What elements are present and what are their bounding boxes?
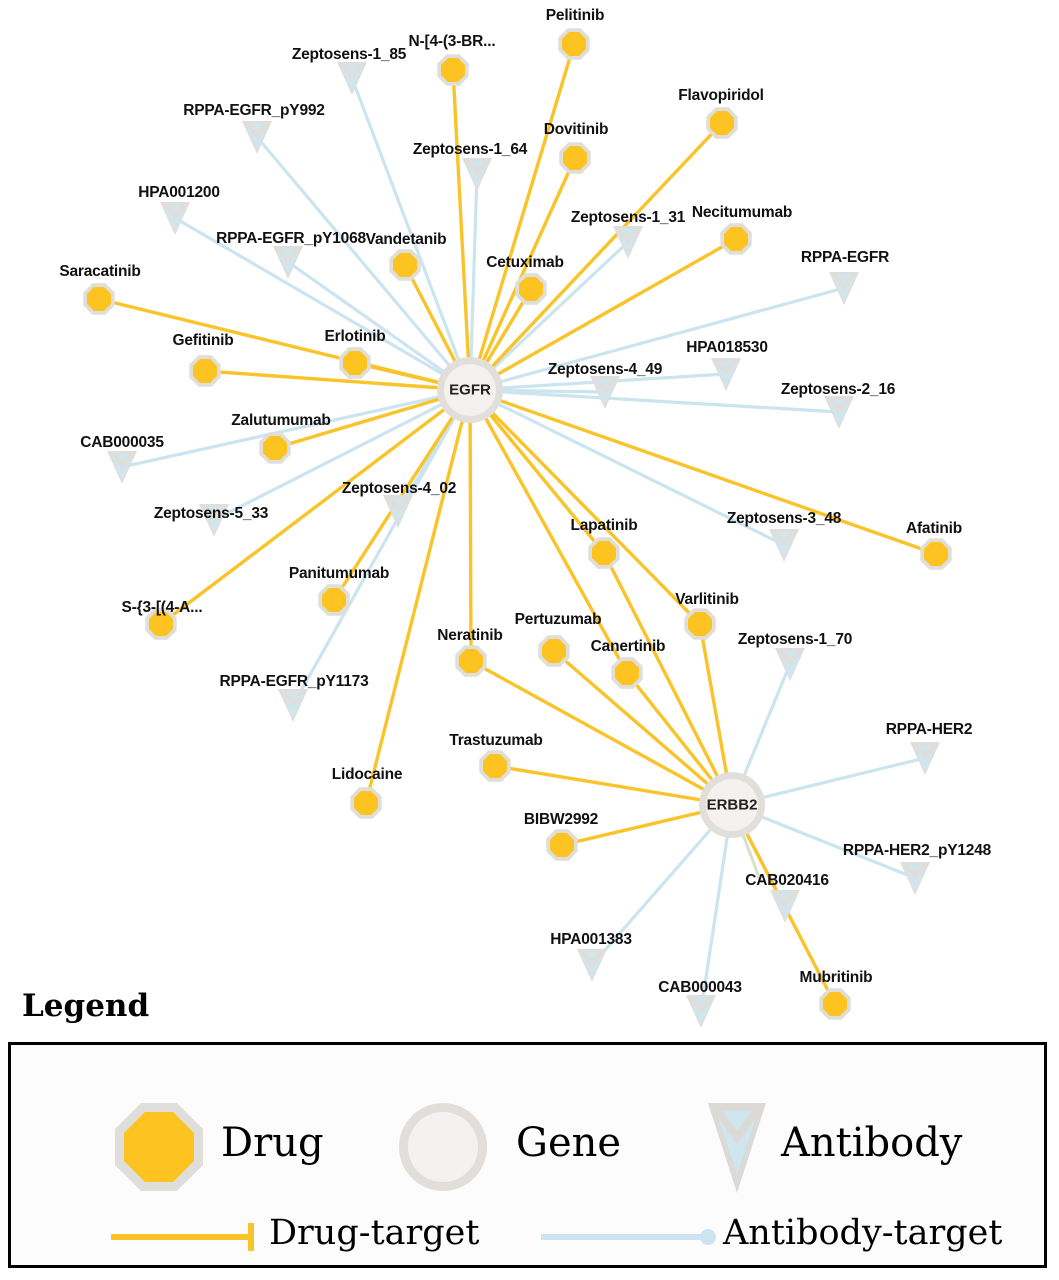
node-label: Mubritinib: [799, 969, 873, 986]
node-label: CAB000035: [80, 434, 164, 451]
antibody-node: [775, 648, 805, 681]
legend-antibody-target-label: Antibody-target: [723, 1213, 1003, 1253]
node-label: Necitumumab: [691, 204, 793, 221]
node-label: Zeptosens-1_85: [291, 46, 407, 63]
node-label: Zalutumumab: [231, 412, 331, 429]
node-label: RPPA-HER2: [885, 721, 973, 738]
node-label: Zeptosens-4_02: [341, 480, 457, 497]
drug-node: [455, 645, 486, 676]
octagon-drug-icon: [710, 111, 734, 135]
antibody-node: [770, 890, 800, 923]
legend-drug-edge-icon-group: [111, 1223, 251, 1251]
node-label: CAB000043: [658, 979, 742, 996]
graph-edge: [470, 390, 936, 554]
legend-gene-label: Gene: [516, 1120, 622, 1166]
drug-node: [538, 635, 569, 666]
octagon-drug-icon: [124, 1112, 194, 1182]
antibody-node: [383, 495, 413, 528]
circle-gene-icon: [408, 1112, 478, 1182]
node-label: Afatinib: [905, 520, 963, 537]
drug-node: [588, 537, 619, 568]
drug-node: [479, 750, 510, 781]
node-label: Cetuximab: [486, 254, 564, 271]
gene-node-label: ERBB2: [706, 796, 758, 814]
node-label: Lidocaine: [331, 766, 403, 783]
drug-node: [259, 432, 290, 463]
octagon-drug-icon: [459, 649, 483, 673]
node-label: Dovitinib: [543, 121, 609, 138]
drug-node: [83, 283, 114, 314]
node-label: RPPA-HER2_pY1248: [842, 842, 992, 859]
drug-node: [558, 28, 589, 59]
drug-node: [684, 608, 715, 639]
node-label: Zeptosens-1_70: [737, 631, 853, 648]
gene-node-label: EGFR: [449, 381, 491, 399]
antibody-node: [613, 226, 643, 259]
node-label: BIBW2992: [523, 811, 599, 828]
node-label: RPPA-EGFR: [800, 249, 890, 266]
octagon-drug-icon: [483, 754, 507, 778]
antibody-target-edge-dot-icon: [700, 1229, 716, 1245]
node-label: Canertinib: [590, 638, 666, 655]
graph-edge: [453, 70, 470, 390]
drug-node: [559, 142, 590, 173]
drug-node: [611, 657, 642, 688]
octagon-drug-icon: [193, 359, 217, 383]
node-label: Saracatinib: [59, 263, 141, 280]
octagon-drug-icon: [542, 639, 566, 663]
octagon-drug-icon: [322, 588, 346, 612]
node-label: Zeptosens-4_49: [547, 361, 663, 378]
antibody-node: [337, 62, 367, 95]
legend-drug-label: Drug: [221, 1120, 324, 1166]
drug-node: [920, 538, 951, 569]
octagon-drug-icon: [263, 436, 287, 460]
antibody-node: [910, 742, 940, 775]
node-label: HPA018530: [686, 339, 768, 356]
graph-edge: [554, 651, 732, 805]
graph-edge: [470, 390, 700, 624]
octagon-drug-icon: [924, 542, 948, 566]
node-label: Panitumumab: [288, 565, 390, 582]
drug-node: [546, 829, 577, 860]
graph-edge: [470, 390, 471, 661]
octagon-drug-icon: [343, 351, 367, 375]
octagon-drug-icon: [688, 612, 712, 636]
legend-box: [8, 1042, 1047, 1268]
node-label: Zeptosens-1_31: [570, 209, 686, 226]
antibody-node: [829, 272, 859, 305]
node-label: Trastuzumab: [449, 732, 543, 749]
octagon-drug-icon: [615, 661, 639, 685]
node-label: Erlotinib: [324, 328, 386, 345]
drug-node: [350, 787, 381, 818]
antibody-node: [273, 246, 303, 279]
node-label: RPPA-EGFR_pY1173: [219, 673, 369, 690]
antibody-node: [686, 995, 716, 1028]
drug-node: [720, 223, 751, 254]
octagon-drug-icon: [393, 253, 417, 277]
legend-drug-target-label: Drug-target: [269, 1213, 480, 1253]
node-label: Zeptosens-2_16: [780, 381, 896, 398]
drug-node: [437, 54, 468, 85]
node-label: Lapatinib: [570, 517, 638, 534]
legend-antibody-edge-icon-group: [541, 1229, 716, 1245]
antibody-node: [769, 529, 799, 562]
drug-node: [515, 273, 546, 304]
node-label: Gefitinib: [172, 332, 234, 349]
antibody-node: [900, 862, 930, 895]
antibody-node: [278, 689, 308, 722]
node-label: RPPA-EGFR_pY992: [183, 102, 325, 119]
node-label: N-[4-(3-BR...: [408, 33, 496, 50]
octagon-drug-icon: [823, 992, 847, 1016]
octagon-drug-icon: [519, 277, 543, 301]
legend-title: Legend: [22, 988, 150, 1024]
octagon-drug-icon: [563, 146, 587, 170]
drug-node: [339, 347, 370, 378]
node-label: Varlitinib: [675, 591, 739, 608]
node-label: S-{3-[(4-A...: [121, 599, 203, 616]
octagon-drug-icon: [354, 791, 378, 815]
legend-antibody-icon-group: [708, 1103, 766, 1193]
legend-antibody-label: Antibody: [781, 1120, 963, 1166]
octagon-drug-icon: [87, 287, 111, 311]
octagon-drug-icon: [550, 833, 574, 857]
octagon-drug-icon: [562, 32, 586, 56]
node-label: HPA001383: [550, 931, 632, 948]
graph-edge: [293, 390, 470, 705]
legend-drug-icon-group: [115, 1103, 203, 1191]
node-label: Neratinib: [437, 627, 503, 644]
node-label: RPPA-EGFR_pY1068: [216, 230, 366, 247]
legend-gene-icon-group: [399, 1103, 487, 1191]
octagon-drug-icon: [441, 58, 465, 82]
node-label: Pertuzumab: [514, 611, 602, 628]
node-label: Flavopiridol: [678, 87, 764, 104]
antibody-node: [160, 202, 190, 235]
node-label: Zeptosens-1_64: [412, 141, 528, 158]
drug-node: [189, 355, 220, 386]
node-label: CAB020416: [745, 872, 829, 889]
drug-node: [389, 249, 420, 280]
node-label: Zeptosens-5_33: [153, 505, 269, 522]
node-label: Vandetanib: [365, 231, 447, 248]
antibody-node: [462, 158, 492, 191]
drug-node: [819, 988, 850, 1019]
octagon-drug-icon: [724, 227, 748, 251]
drug-node: [706, 107, 737, 138]
antibody-node: [577, 949, 607, 982]
node-label: HPA001200: [138, 184, 220, 201]
node-label: Zeptosens-3_48: [726, 510, 842, 527]
octagon-drug-icon: [592, 541, 616, 565]
antibody-node: [107, 451, 137, 484]
graph-edge: [470, 158, 575, 390]
node-label: Pelitinib: [545, 7, 605, 24]
drug-node: [318, 584, 349, 615]
